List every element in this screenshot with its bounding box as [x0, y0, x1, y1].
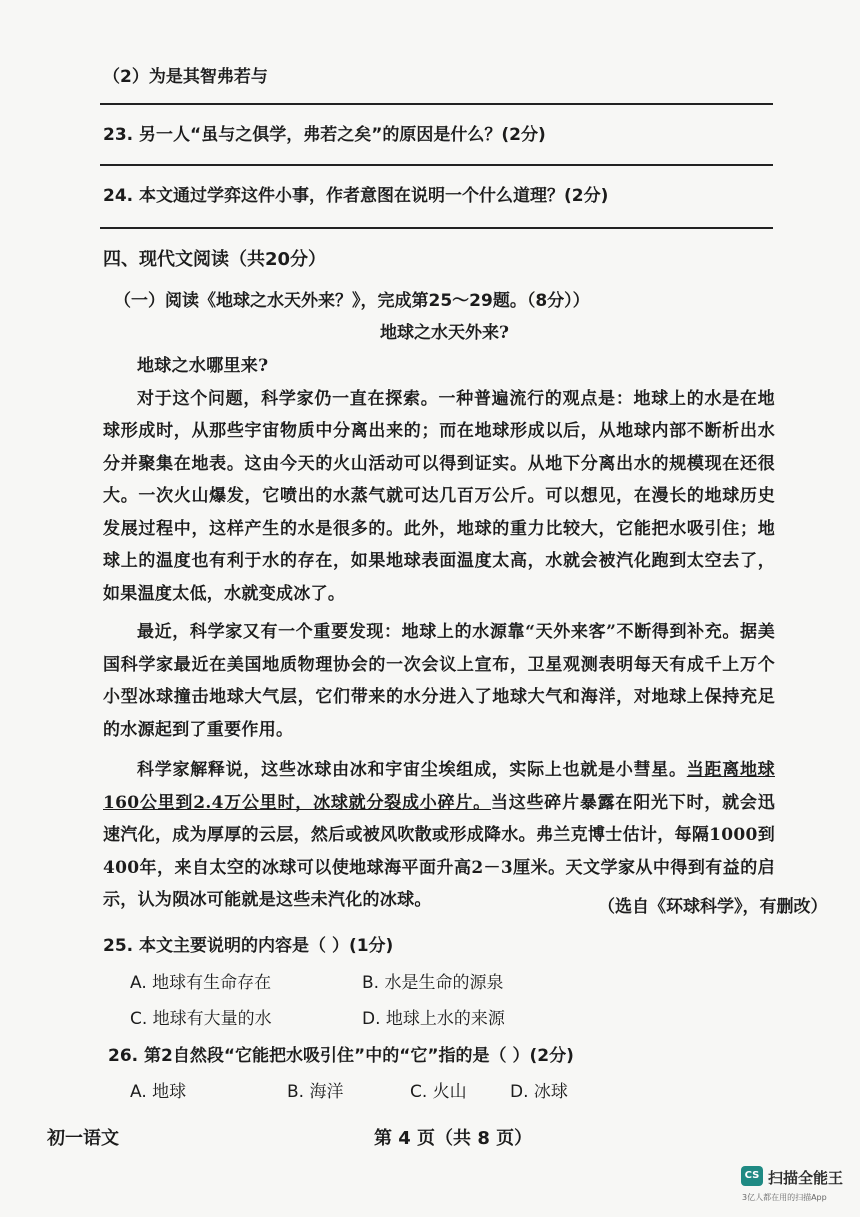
question-26: 26. 第2自然段“它能把水吸引住”中的“它”指的是（ ）(2分) [108, 1046, 574, 1066]
watermark-app-name: 扫描全能王 [768, 1169, 844, 1187]
question-25: 25. 本文主要说明的内容是（ ）(1分) [103, 936, 394, 956]
option-26-d: D. 冰球 [510, 1082, 568, 1102]
article-title: 地球之水天外来? [380, 323, 509, 343]
camscanner-logo-icon: CS [741, 1166, 763, 1186]
paragraph-4-text-a: 科学家解释说，这些冰球由冰和宇宙尘埃组成，实际上也就是小彗星。 [137, 760, 687, 780]
option-25-c: C. 地球有大量的水 [130, 1009, 272, 1029]
subsection-heading: （一）阅读《地球之水天外来？》，完成第25～29题。（8分）） [114, 291, 590, 311]
paragraph-1: 地球之水哪里来? [137, 356, 269, 376]
option-26-a: A. 地球 [130, 1082, 187, 1102]
option-25-b: B. 水是生命的源泉 [362, 973, 504, 993]
paragraph-2: 对于这个问题，科学家仍一直在探索。一种普遍流行的观点是：地球上的水是在地球形成时，从那些宇宙物质中分离出来的；而在地球形成以后，从地球内部不断析出水分并聚集在地表。这由今天的火山活动可以得到证实。从地下分离出水的规模现在还很大。一次火山爆发，它喷出的水蒸气就可达几百万公斤。可以想见，在漫长的地球历史发展过程中，这样产生的水是很多的。此外，地球的重力比较大，它能把水吸引住；地球上的温度也有利于水的存在，如果地球表面温度太高，水就会被汽化跑到太空去了，如果温度太低，水就变成冰了。 [103, 388, 775, 604]
section-heading: 四、现代文阅读（共20分） [103, 249, 327, 270]
paragraph-3: 最近，科学家又有一个重要发现：地球上的水源靠“天外来客”不断得到补充。据美国科学家最近在美国地质物理协会的一次会议上宣布，卫星观测表明每天有成千上万个小型冰球撞击地球大气层，它们带来的水分进入了地球大气和海洋，对地球上保持充足的水源起到了重要作用。 [103, 622, 775, 740]
footer-page-number: 第 4 页（共 8 页） [374, 1128, 533, 1149]
option-25-a: A. 地球有生命存在 [130, 973, 272, 993]
option-25-d: D. 地球上水的来源 [362, 1009, 505, 1029]
question-23: 23. 另一人“虽与之俱学，弗若之矣”的原因是什么？(2分) [103, 125, 546, 145]
answer-line [100, 164, 773, 166]
footer-subject: 初一语文 [47, 1128, 119, 1149]
answer-line [100, 103, 773, 105]
question-24: 24. 本文通过学弈这件小事，作者意图在说明一个什么道理？(2分) [103, 186, 609, 206]
source-citation: （选自《环球科学》，有删改） [598, 897, 828, 917]
article-body [103, 350, 775, 917]
paragraph-4-text-b: 当这些碎片暴露在阳光下时，就会迅速汽化，成为厚厚的云层，然后或被风吹散或形成降水。弗兰克博士估计，每隔1000到400年，来自太空的冰球可以使地球海平面升高2－3厘米。天文学家从中得到有益的启示，认为陨冰可能就是这些未汽化的冰球。 [103, 792, 775, 910]
option-26-b: B. 海洋 [287, 1082, 344, 1102]
previous-question-line: （2）为是其智弗若与 [103, 67, 268, 87]
underlined-sentence: 当距离地球160公里到2.4万公里时，冰球就分裂成小碎片。 [103, 760, 775, 813]
watermark-tagline: 3亿人都在用的扫描App [742, 1193, 827, 1202]
answer-line [100, 227, 773, 229]
option-26-c: C. 火山 [410, 1082, 467, 1102]
